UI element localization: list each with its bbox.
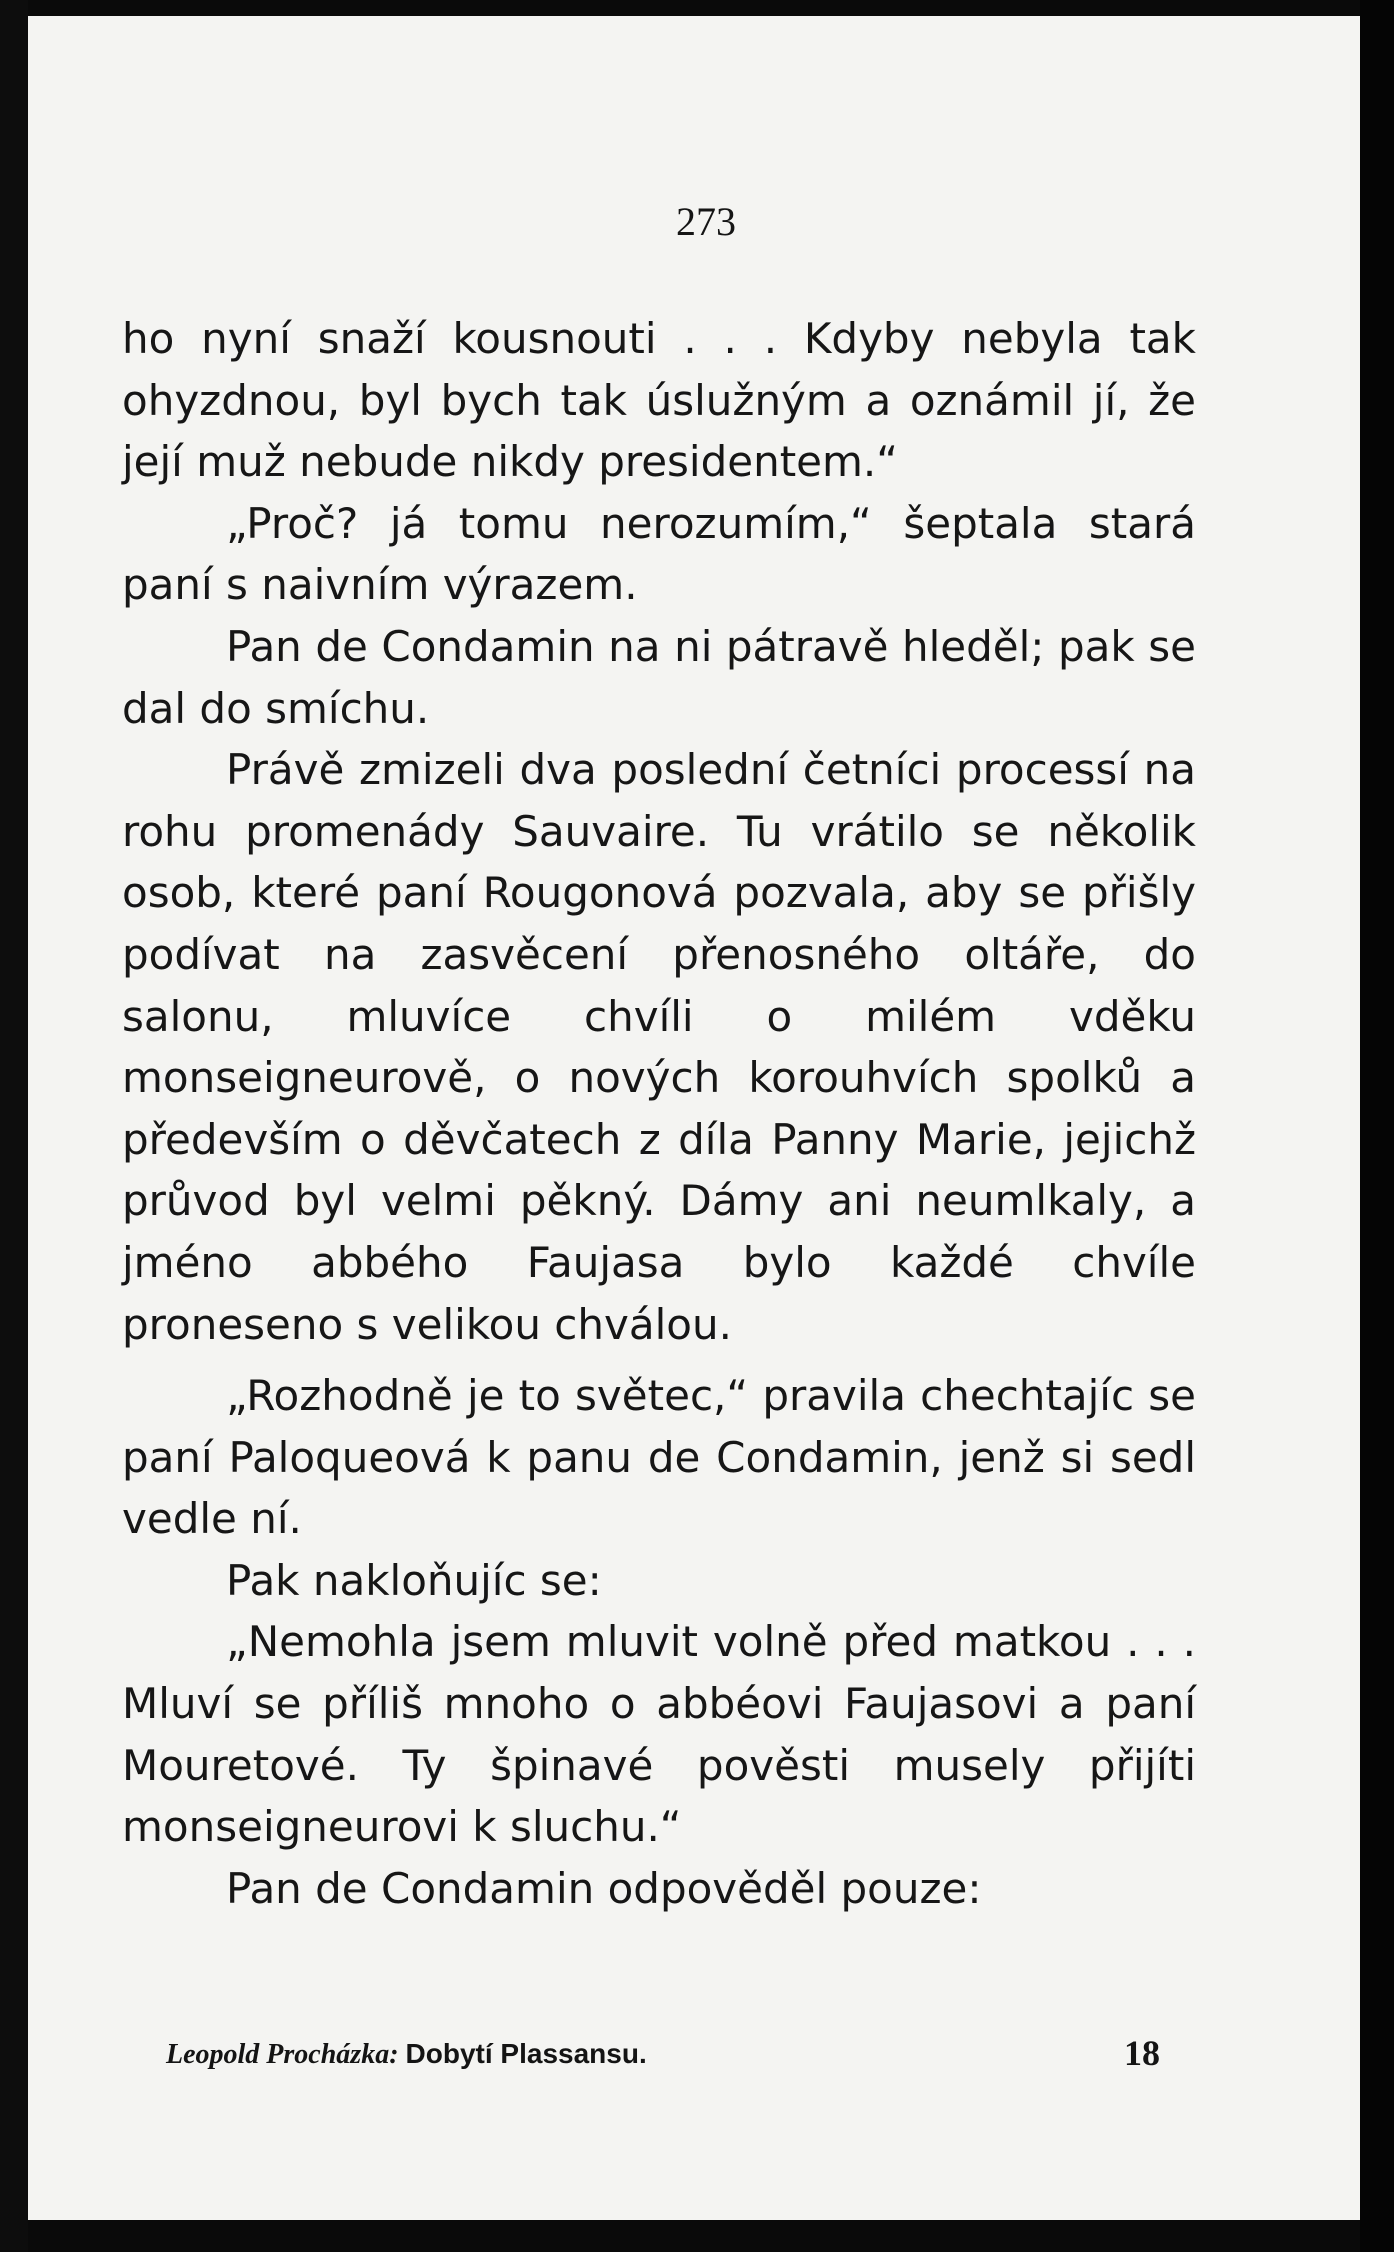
book-page <box>28 16 1360 2220</box>
page-footer <box>166 2038 1166 2071</box>
paragraph-3: Pan de Condamin na ni pátravě hleděl; pak se dal do smíchu. <box>122 621 1196 733</box>
paragraph-5: „Rozhodně je to světec,“ pravila chechtajíc se paní Paloqueová k panu de Condamin, jenž si sedl vedle ní. <box>122 1371 1196 1544</box>
signature-mark: 18 <box>1124 2033 1160 2073</box>
footer-author: Leopold Procházka: <box>166 2039 399 2070</box>
footer-title: Dobytí Plassansu. <box>405 2038 647 2069</box>
paragraph-7: „Nemohla jsem mluvit volně před matkou . . . Mluví se příliš mnoho o abbéovi Faujasovi a paní Mouretové. Ty špinavé pověsti musely přijíti monseigneurovi k sluchu.“ <box>122 1617 1196 1852</box>
scan-left-edge <box>0 0 28 2252</box>
paragraph-2: „Proč? já tomu nerozumím,“ šeptala stará paní s naivním výrazem. <box>122 498 1196 610</box>
scan-right-edge <box>1360 0 1394 2252</box>
body-text <box>122 308 1196 1919</box>
paragraph-4: Právě zmizeli dva poslední četníci processí na rohu promenády Sauvaire. Tu vrátilo se několik osob, které paní Rougonová pozvala, aby se přišly podívat na zasvěcení přenosného oltáře, do salonu, mluvíce chvíli o milém vděku monseigneurově, o nových korouhvích spolků a především o děvčatech z díla Panny Marie, jejichž průvod byl velmi pěkný. Dámy ani neumlkaly, a jméno abbého Faujasa bylo každé chvíle proneseno s velikou chválou. <box>122 745 1196 1349</box>
paragraph-8: Pan de Condamin odpověděl pouze: <box>226 1863 982 1913</box>
page-number: 273 <box>676 199 736 244</box>
paragraph-6: Pak nakloňujíc se: <box>226 1555 602 1605</box>
paragraph-1: ho nyní snaží kousnouti . . . Kdyby nebyla tak ohyzdnou, byl bych tak úslužným a oznámil jí, že její muž nebude nikdy presidentem.“ <box>122 314 1196 487</box>
